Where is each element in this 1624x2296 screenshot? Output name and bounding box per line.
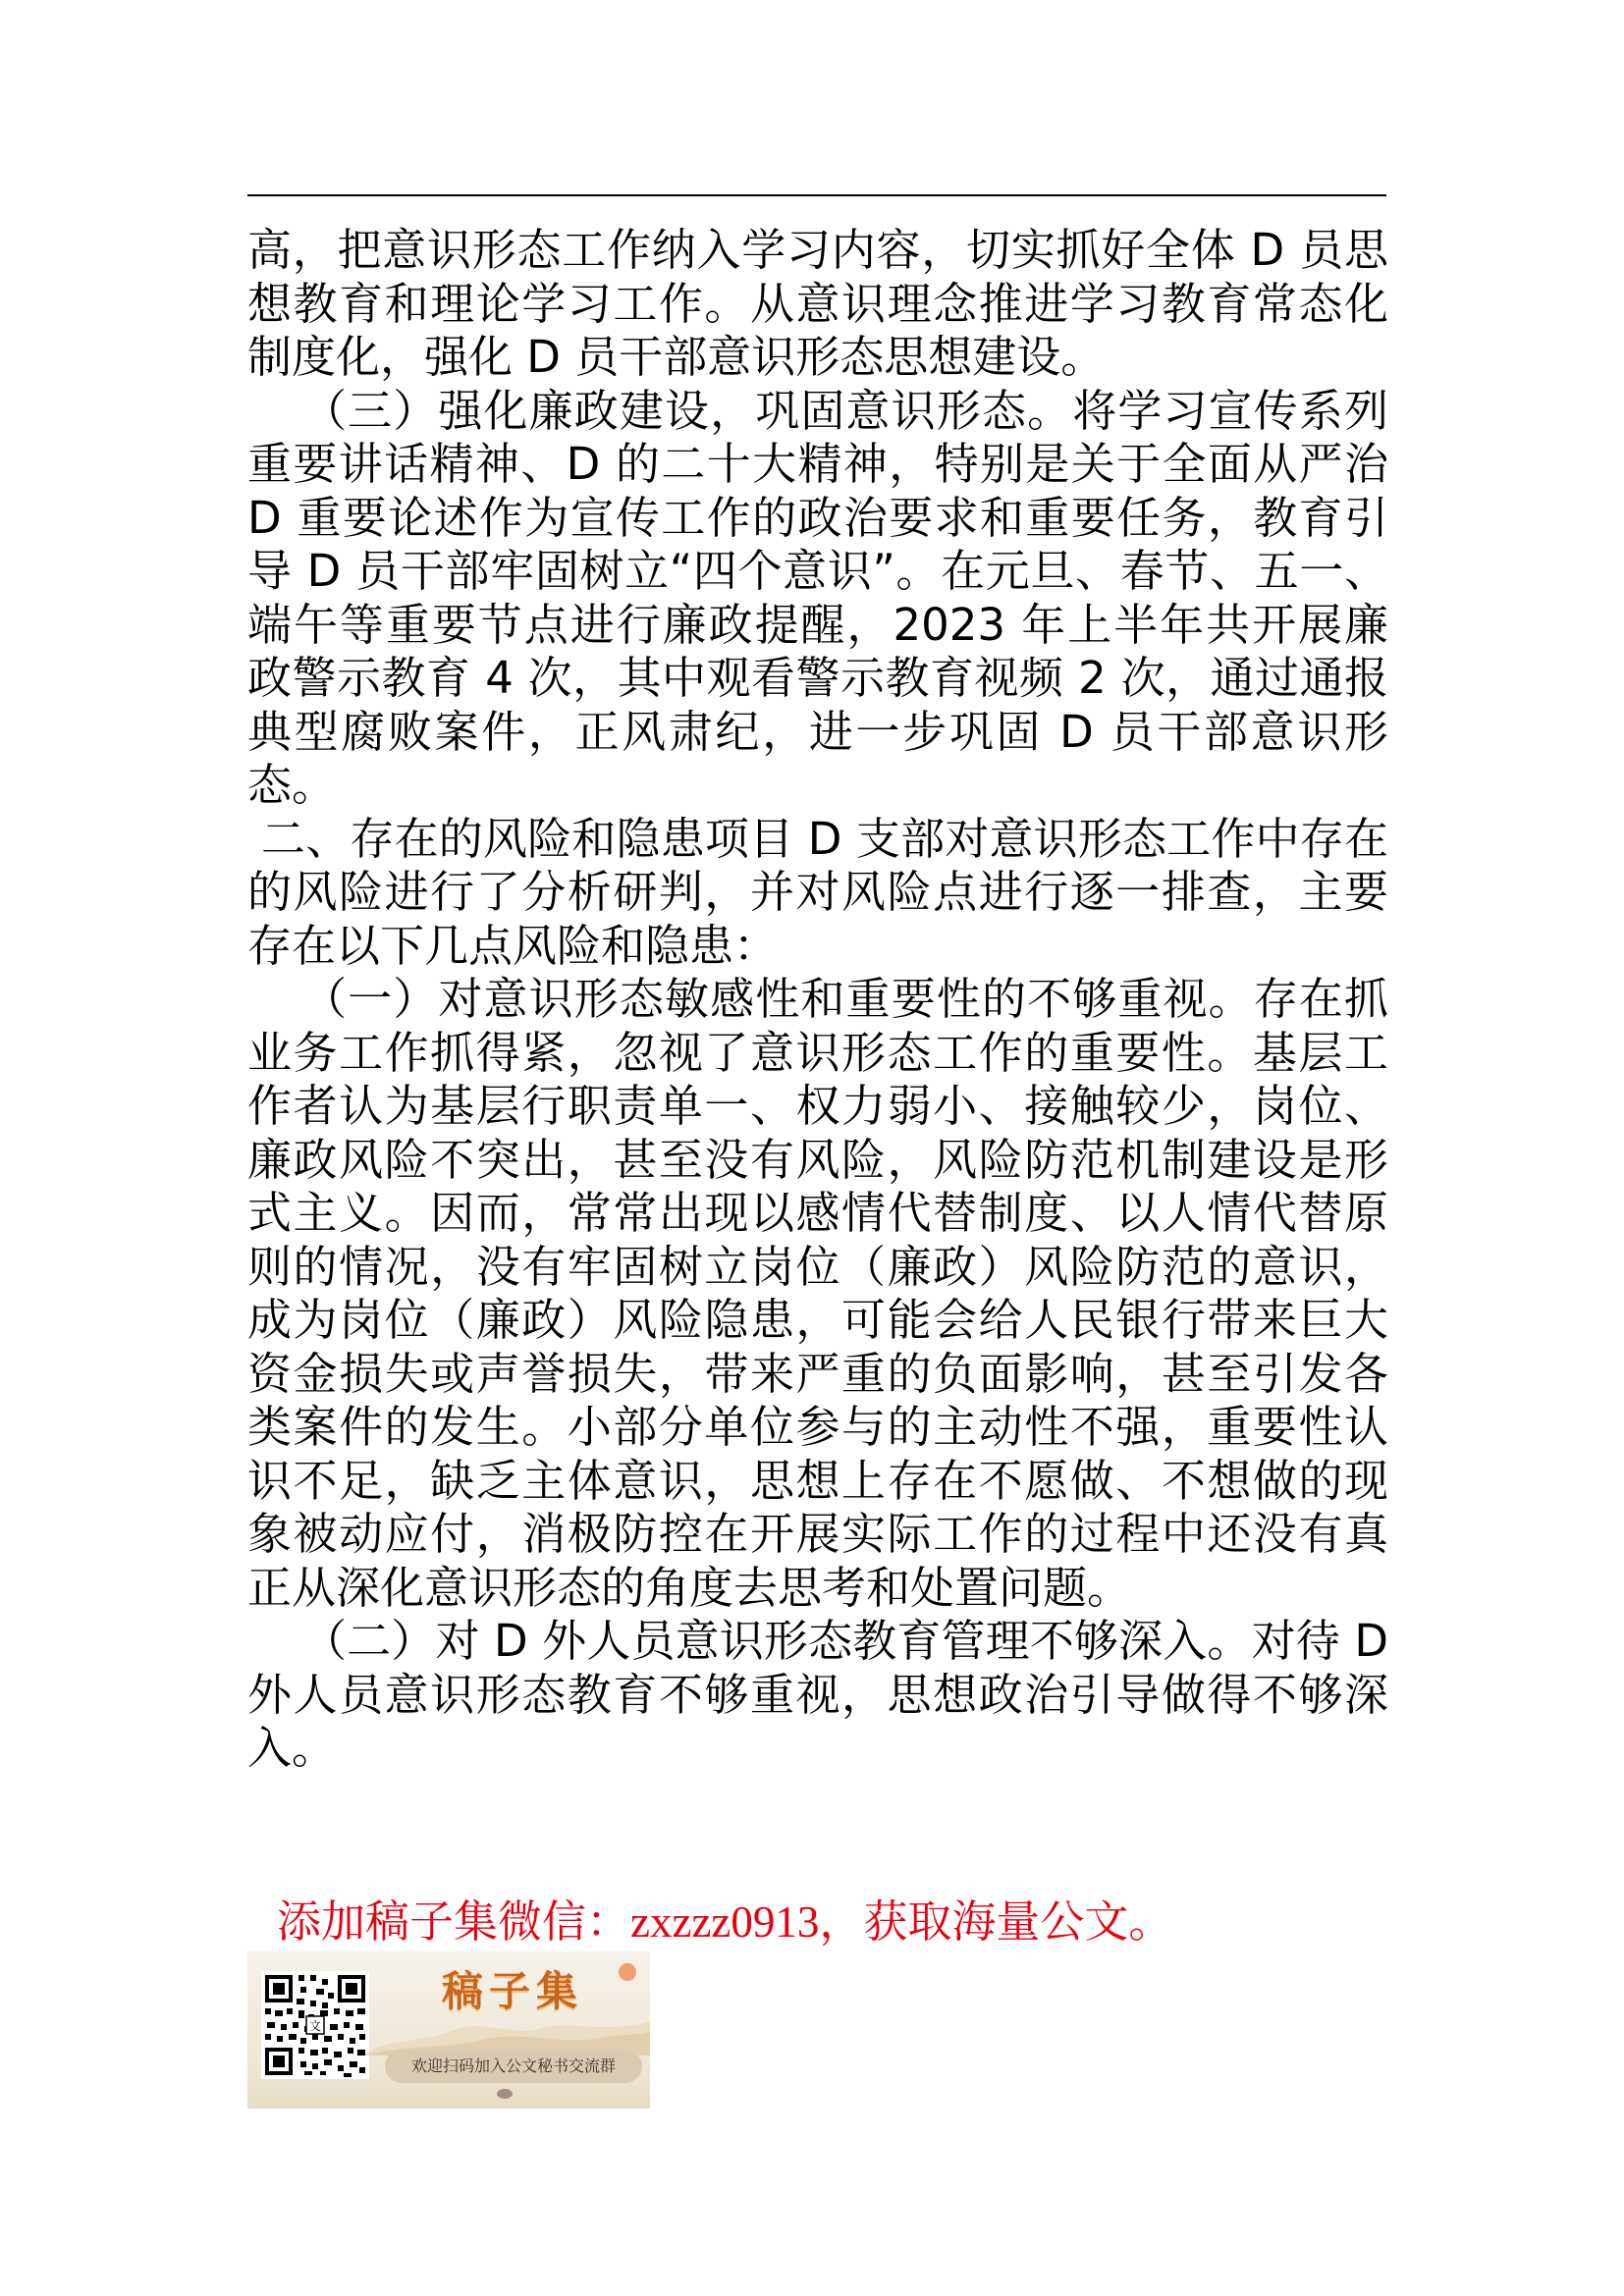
svg-text:文: 文 (308, 2019, 322, 2033)
paragraph-risk-one: （一）对意识形态敏感性和重要性的不够重视。存在抓业务工作抓得紧，忽视了意识形态工作的重要性。基层工作者认为基层行职责单一、权力弱小、接触较少，岗位、廉政风险不突出，甚至没有风险，风险防范机制建设是形式主义。因而，常常出现以感情代替制度、以人情代替原则的情况，没有牢固树立岗位（廉政）风险防范的意识，成为岗位（廉政）风险隐患，可能会给人民银行带来巨大资金损失或声誉损失，带来严重的负面影响，甚至引发各类案件的发生。小部分单位参与的主动性不强，重要性认识不足，缺乏主体意识，思想上存在不愿做、不想做的现象被动应付，消极防控在开展实际工作的过程中还没有真正从深化意识形态的角度去思考和处置问题。 (247, 973, 1388, 1614)
slogan-pill: 欢迎扫码加入公文秘书交流群 (385, 2050, 642, 2083)
promo-suffix: ，获取海量公文。 (819, 1896, 1173, 1948)
brand-logo: 稿子集 (441, 1967, 583, 2015)
promo-prefix: 添加稿子集微信： (277, 1896, 631, 1948)
paragraph-risk-two: （二）对 D 外人员意识形态教育管理不够深入。对待 D 外人员意识形态教育不够重视，思想政治引导做得不够深入。 (247, 1615, 1388, 1774)
paragraph-heading-risks: 二、存在的风险和隐患项目 D 支部对意识形态工作中存在的风险进行了分析研判，并对风险点进行逐一排查，主要存在以下几点风险和隐患： (247, 812, 1388, 972)
header-rule (247, 194, 1386, 196)
qr-promo-card (247, 1951, 650, 2109)
paragraph-section-three: （三）强化廉政建设，巩固意识形态。将学习宣传系列重要讲话精神、D 的二十大精神，特别是关于全面从严治 D 重要论述作为宣传工作的政治要求和重要任务，教育引导 D 员干部牢固树立“四个意识”。在元旦、春节、五一、端午等重要节点进行廉政提醒，2023 年上半年共开展廉政警示教育 4 次，其中观看警示教育视频 2 次，通过通报典型腐败案件，正风肃纪，进一步巩固 D 员干部意识形态。 (247, 384, 1388, 811)
wechat-id: zxzzz0913 (630, 1897, 820, 1947)
promo-line (277, 1895, 1172, 1949)
document-body (247, 224, 1388, 1776)
sun-decoration (619, 1963, 636, 1981)
qr-code-icon[interactable] (261, 1971, 369, 2079)
paragraph-continuation: 高，把意识形态工作纳入学习内容，切实抓好全体 D 员思想教育和理论学习工作。从意识理念推进学习教育常态化制度化，强化 D 员干部意识形态思想建设。 (247, 224, 1388, 383)
boat-icon (497, 2089, 513, 2099)
